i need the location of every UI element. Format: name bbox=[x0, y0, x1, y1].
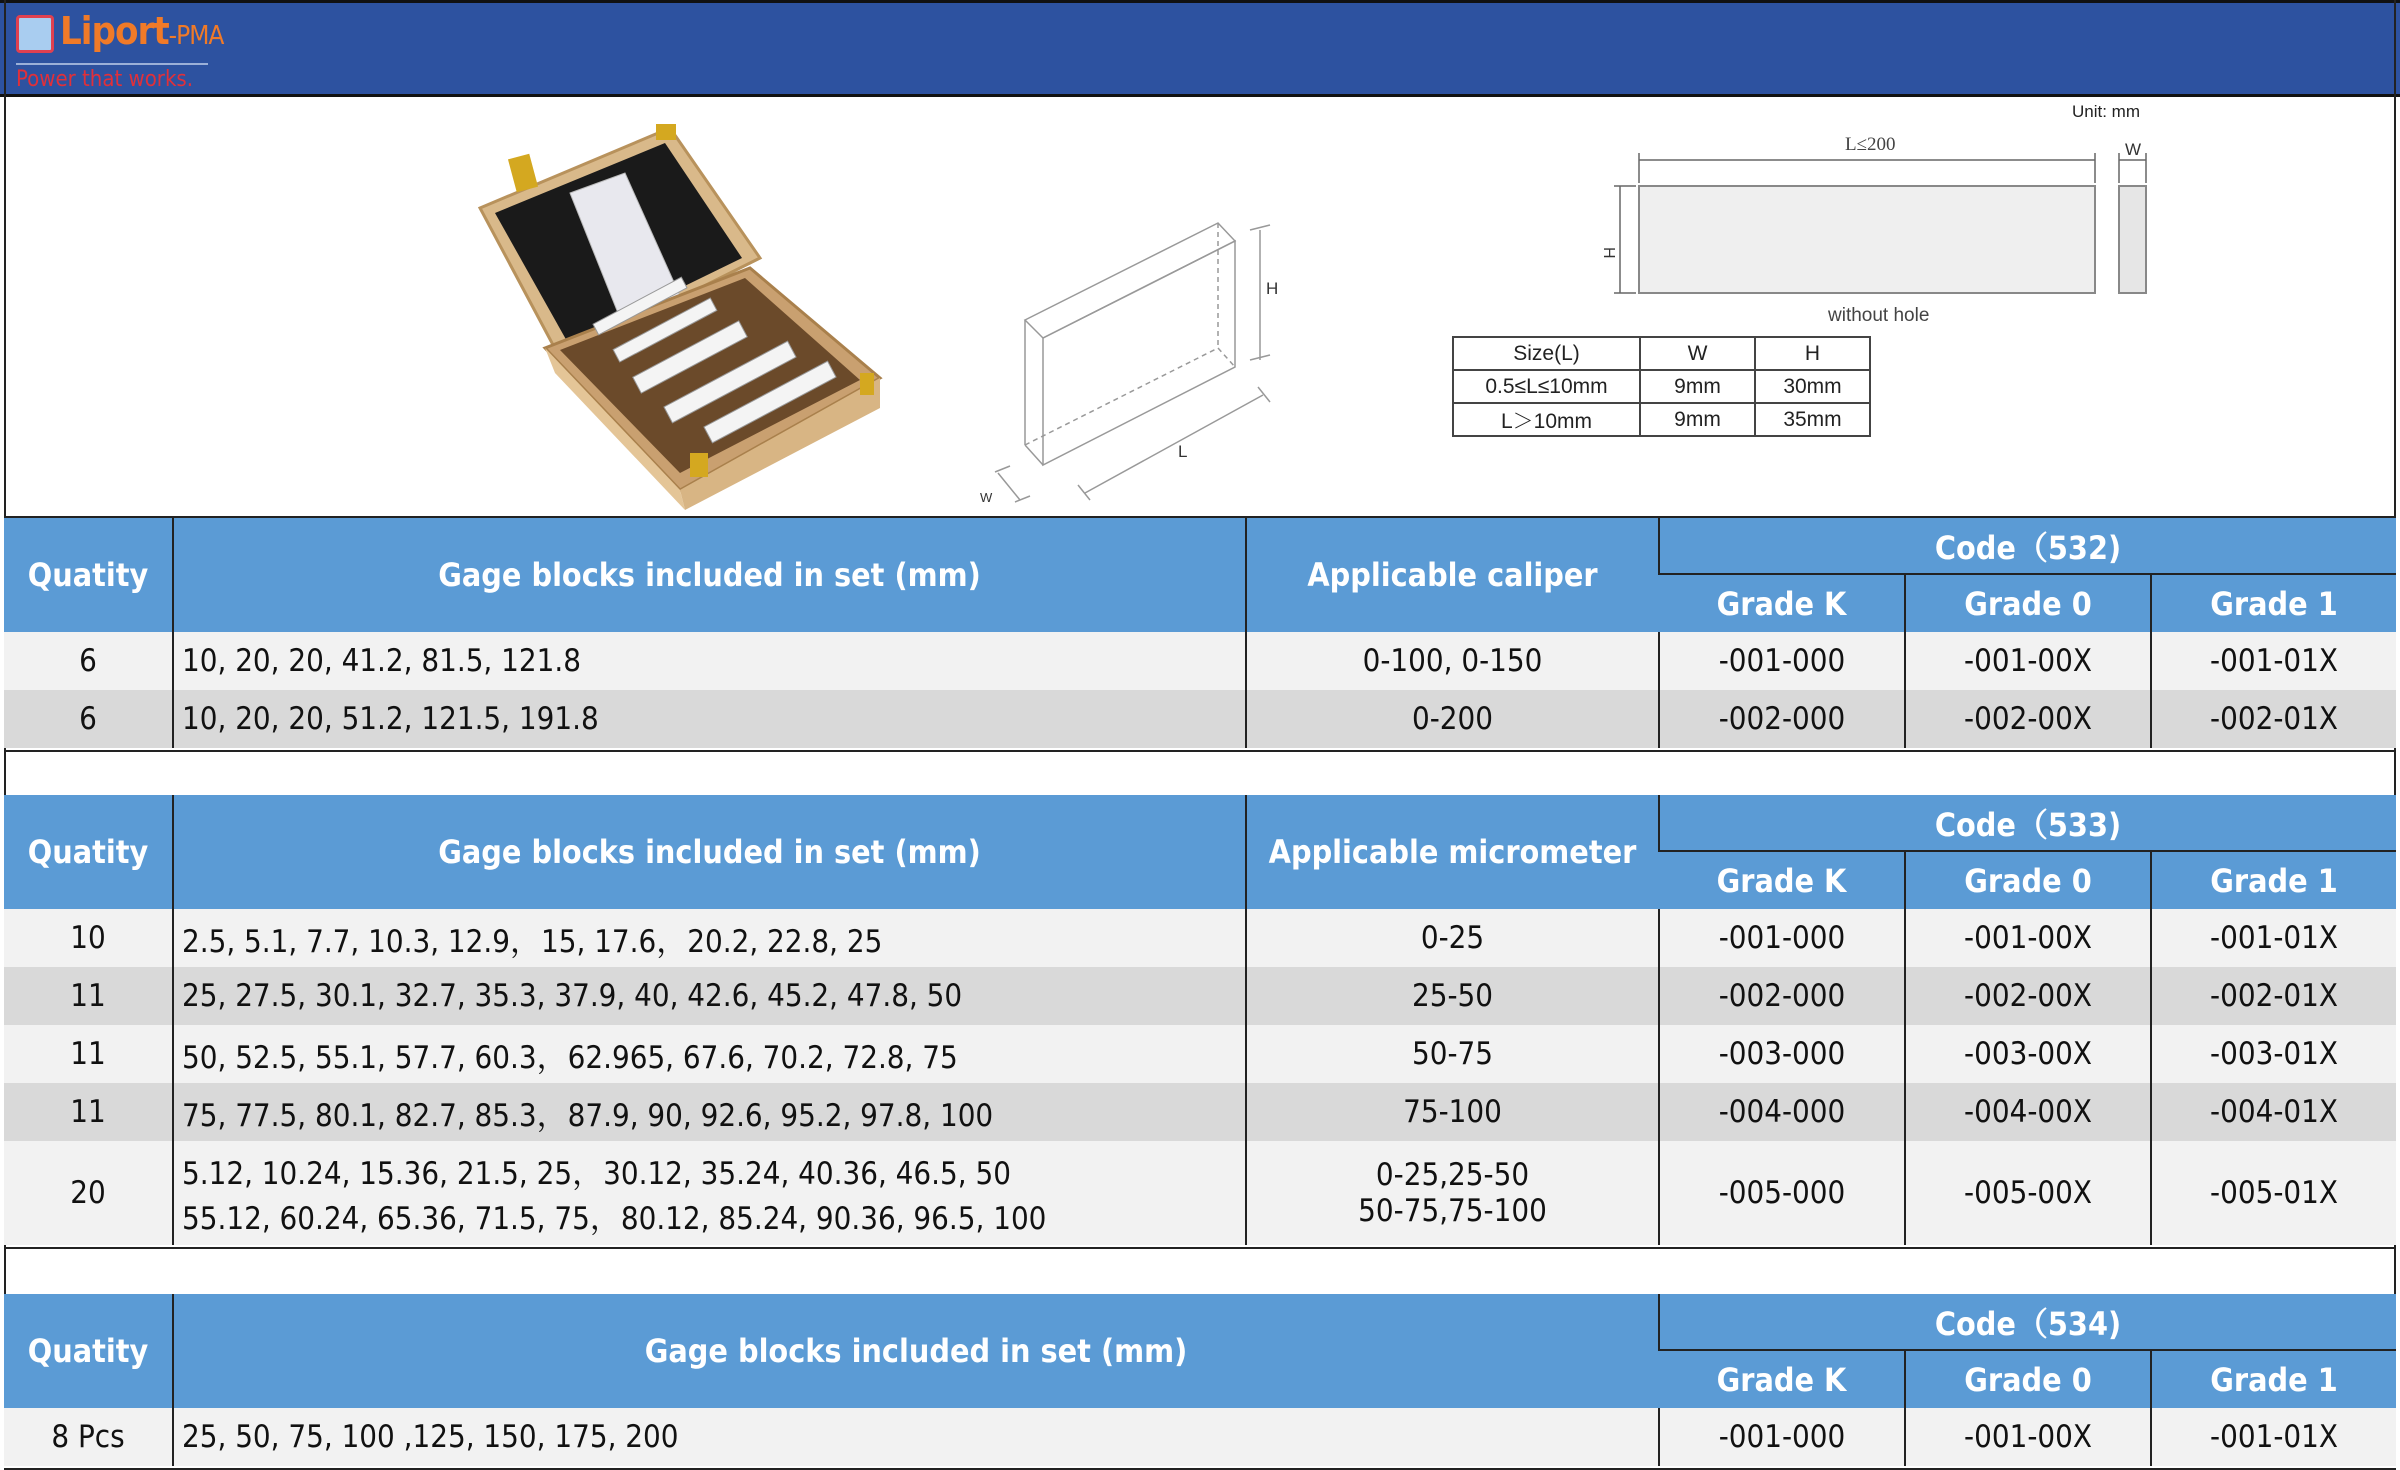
blocks-header: Gage blocks included in set (mm) bbox=[173, 1294, 1659, 1408]
iso-height-label: H bbox=[1266, 279, 1279, 298]
divider bbox=[4, 1247, 2396, 1249]
gage-block-table-3 bbox=[4, 1294, 2396, 1466]
quantity-cell: 6 bbox=[4, 632, 173, 690]
h-cell: 35mm bbox=[1755, 403, 1870, 436]
code-header: Code（533) bbox=[1659, 795, 2396, 851]
h-header: H bbox=[1755, 337, 1870, 370]
grade-header: Grade K bbox=[1659, 851, 1905, 909]
brand-name: Liport bbox=[60, 9, 169, 53]
gage-block-table-2 bbox=[4, 795, 2396, 1245]
code-cell: -001-01X bbox=[2151, 909, 2396, 967]
code-cell: -001-000 bbox=[1659, 909, 1905, 967]
quantity-cell: 20 bbox=[4, 1141, 173, 1245]
applicable-cell: 75-100 bbox=[1246, 1083, 1659, 1141]
table-row bbox=[4, 1083, 2396, 1141]
code-cell: -002-000 bbox=[1659, 967, 1905, 1025]
code-cell: -004-00X bbox=[1905, 1083, 2151, 1141]
code-cell: -002-000 bbox=[1659, 690, 1905, 748]
table-row bbox=[4, 1408, 2396, 1466]
applicable-cell: 0-25 bbox=[1246, 909, 1659, 967]
length-dimension-label: L≤200 bbox=[1845, 134, 1896, 155]
size-table-row bbox=[1453, 370, 1870, 403]
code-cell: -002-01X bbox=[2151, 967, 2396, 1025]
applicable-header: Applicable micrometer bbox=[1246, 795, 1659, 909]
code-cell: -003-01X bbox=[2151, 1025, 2396, 1083]
grade-header: Grade 1 bbox=[2151, 1350, 2396, 1408]
grade-header: Grade 0 bbox=[1905, 1350, 2151, 1408]
code-cell: -001-00X bbox=[1905, 909, 2151, 967]
gage-block-set-photo bbox=[460, 118, 890, 510]
iso-length-label: L bbox=[1178, 442, 1188, 461]
code-cell: -003-000 bbox=[1659, 1025, 1905, 1083]
divider bbox=[4, 750, 2396, 752]
grade-header: Grade K bbox=[1659, 1350, 1905, 1408]
table-header-row bbox=[4, 1294, 2396, 1350]
applicable-cell: 50-75 bbox=[1246, 1025, 1659, 1083]
brand-suffix: -PMA bbox=[168, 21, 224, 51]
table-row bbox=[4, 909, 2396, 967]
h-cell: 30mm bbox=[1755, 370, 1870, 403]
gage-block-table-1 bbox=[4, 518, 2396, 748]
code-header: Code（532) bbox=[1659, 518, 2396, 574]
size-dimension-table bbox=[1452, 336, 1871, 437]
quantity-cell: 8 Pcs bbox=[4, 1408, 173, 1466]
table-row bbox=[4, 632, 2396, 690]
applicable-cell: 0-200 bbox=[1246, 690, 1659, 748]
code-cell: -001-00X bbox=[1905, 1408, 2151, 1466]
quantity-cell: 10 bbox=[4, 909, 173, 967]
code-cell: -005-00X bbox=[1905, 1141, 2151, 1245]
size-table-row bbox=[1453, 403, 1870, 436]
grade-header: Grade 1 bbox=[2151, 574, 2396, 632]
code-cell: -005-000 bbox=[1659, 1141, 1905, 1245]
w-header: W bbox=[1640, 337, 1755, 370]
size-table-header bbox=[1453, 337, 1870, 370]
table-header-row bbox=[4, 518, 2396, 574]
blocks-cell: 50, 52.5, 55.1, 57.7, 60.3，62.965, 67.6, 70.2, 72.8, 75 bbox=[173, 1025, 1246, 1083]
applicable-cell: 25-50 bbox=[1246, 967, 1659, 1025]
blocks-cell: 10, 20, 20, 51.2, 121.5, 191.8 bbox=[173, 690, 1246, 748]
code-cell: -001-000 bbox=[1659, 632, 1905, 690]
blocks-cell: 5.12, 10.24, 15.36, 21.5, 25，30.12, 35.24, 40.36, 46.5, 50 55.12, 60.24, 65.36, 71.5, 75，80.12, 85.24, 90.36, 96.5, 100 bbox=[173, 1141, 1246, 1245]
grade-header: Grade 0 bbox=[1905, 851, 2151, 909]
code-cell: -002-00X bbox=[1905, 967, 2151, 1025]
code-cell: -001-01X bbox=[2151, 1408, 2396, 1466]
table-header-row bbox=[4, 795, 2396, 851]
iso-width-label: W bbox=[980, 490, 993, 505]
applicable-cell: 0-25,25-50 50-75,75-100 bbox=[1246, 1141, 1659, 1245]
blocks-cell: 10, 20, 20, 41.2, 81.5, 121.8 bbox=[173, 632, 1246, 690]
drawing-caption: without hole bbox=[1828, 305, 1930, 326]
blocks-cell: 2.5, 5.1, 7.7, 10.3, 12.9，15, 17.6，20.2, 22.8, 25 bbox=[173, 909, 1246, 967]
w-cell: 9mm bbox=[1640, 403, 1755, 436]
code-cell: -001-01X bbox=[2151, 632, 2396, 690]
table-row bbox=[4, 967, 2396, 1025]
code-cell: -004-01X bbox=[2151, 1083, 2396, 1141]
size-header: Size(L) bbox=[1453, 337, 1640, 370]
brand-tagline: Power that works. bbox=[16, 67, 193, 92]
isometric-block-drawing bbox=[970, 210, 1360, 510]
code-cell: -005-01X bbox=[2151, 1141, 2396, 1245]
quantity-cell: 11 bbox=[4, 1083, 173, 1141]
blocks-cell: 75, 77.5, 80.1, 82.7, 85.3，87.9, 90, 92.6, 95.2, 97.8, 100 bbox=[173, 1083, 1246, 1141]
blocks-cell: 25, 50, 75, 100 ,125, 150, 175, 200 bbox=[173, 1408, 1659, 1466]
code-cell: -002-01X bbox=[2151, 690, 2396, 748]
height-dimension-label: H bbox=[1600, 247, 1617, 259]
applicable-header: Applicable caliper bbox=[1246, 518, 1659, 632]
size-cell: 0.5≤L≤10mm bbox=[1453, 370, 1640, 403]
code-cell: -003-00X bbox=[1905, 1025, 2151, 1083]
quantity-header: Quatity bbox=[4, 795, 173, 909]
applicable-cell: 0-100, 0-150 bbox=[1246, 632, 1659, 690]
code-cell: -002-00X bbox=[1905, 690, 2151, 748]
blocks-cell: 25, 27.5, 30.1, 32.7, 35.3, 37.9, 40, 42.6, 45.2, 47.8, 50 bbox=[173, 967, 1246, 1025]
w-cell: 9mm bbox=[1640, 370, 1755, 403]
blocks-header: Gage blocks included in set (mm) bbox=[173, 795, 1246, 909]
unit-label: Unit: mm bbox=[2072, 102, 2140, 121]
quantity-header: Quatity bbox=[4, 1294, 173, 1408]
grade-header: Grade 0 bbox=[1905, 574, 2151, 632]
quantity-header: Quatity bbox=[4, 518, 173, 632]
width-dimension-label: W bbox=[2125, 140, 2142, 159]
grade-header: Grade K bbox=[1659, 574, 1905, 632]
quantity-cell: 11 bbox=[4, 1025, 173, 1083]
code-cell: -004-000 bbox=[1659, 1083, 1905, 1141]
table-row bbox=[4, 1141, 2396, 1245]
size-cell: L＞10mm bbox=[1453, 403, 1640, 436]
code-header: Code（534) bbox=[1659, 1294, 2396, 1350]
table-row bbox=[4, 1025, 2396, 1083]
quantity-cell: 6 bbox=[4, 690, 173, 748]
grade-header: Grade 1 bbox=[2151, 851, 2396, 909]
code-cell: -001-00X bbox=[1905, 632, 2151, 690]
code-cell: -001-000 bbox=[1659, 1408, 1905, 1466]
quantity-cell: 11 bbox=[4, 967, 173, 1025]
table-row bbox=[4, 690, 2396, 748]
blocks-header: Gage blocks included in set (mm) bbox=[173, 518, 1246, 632]
